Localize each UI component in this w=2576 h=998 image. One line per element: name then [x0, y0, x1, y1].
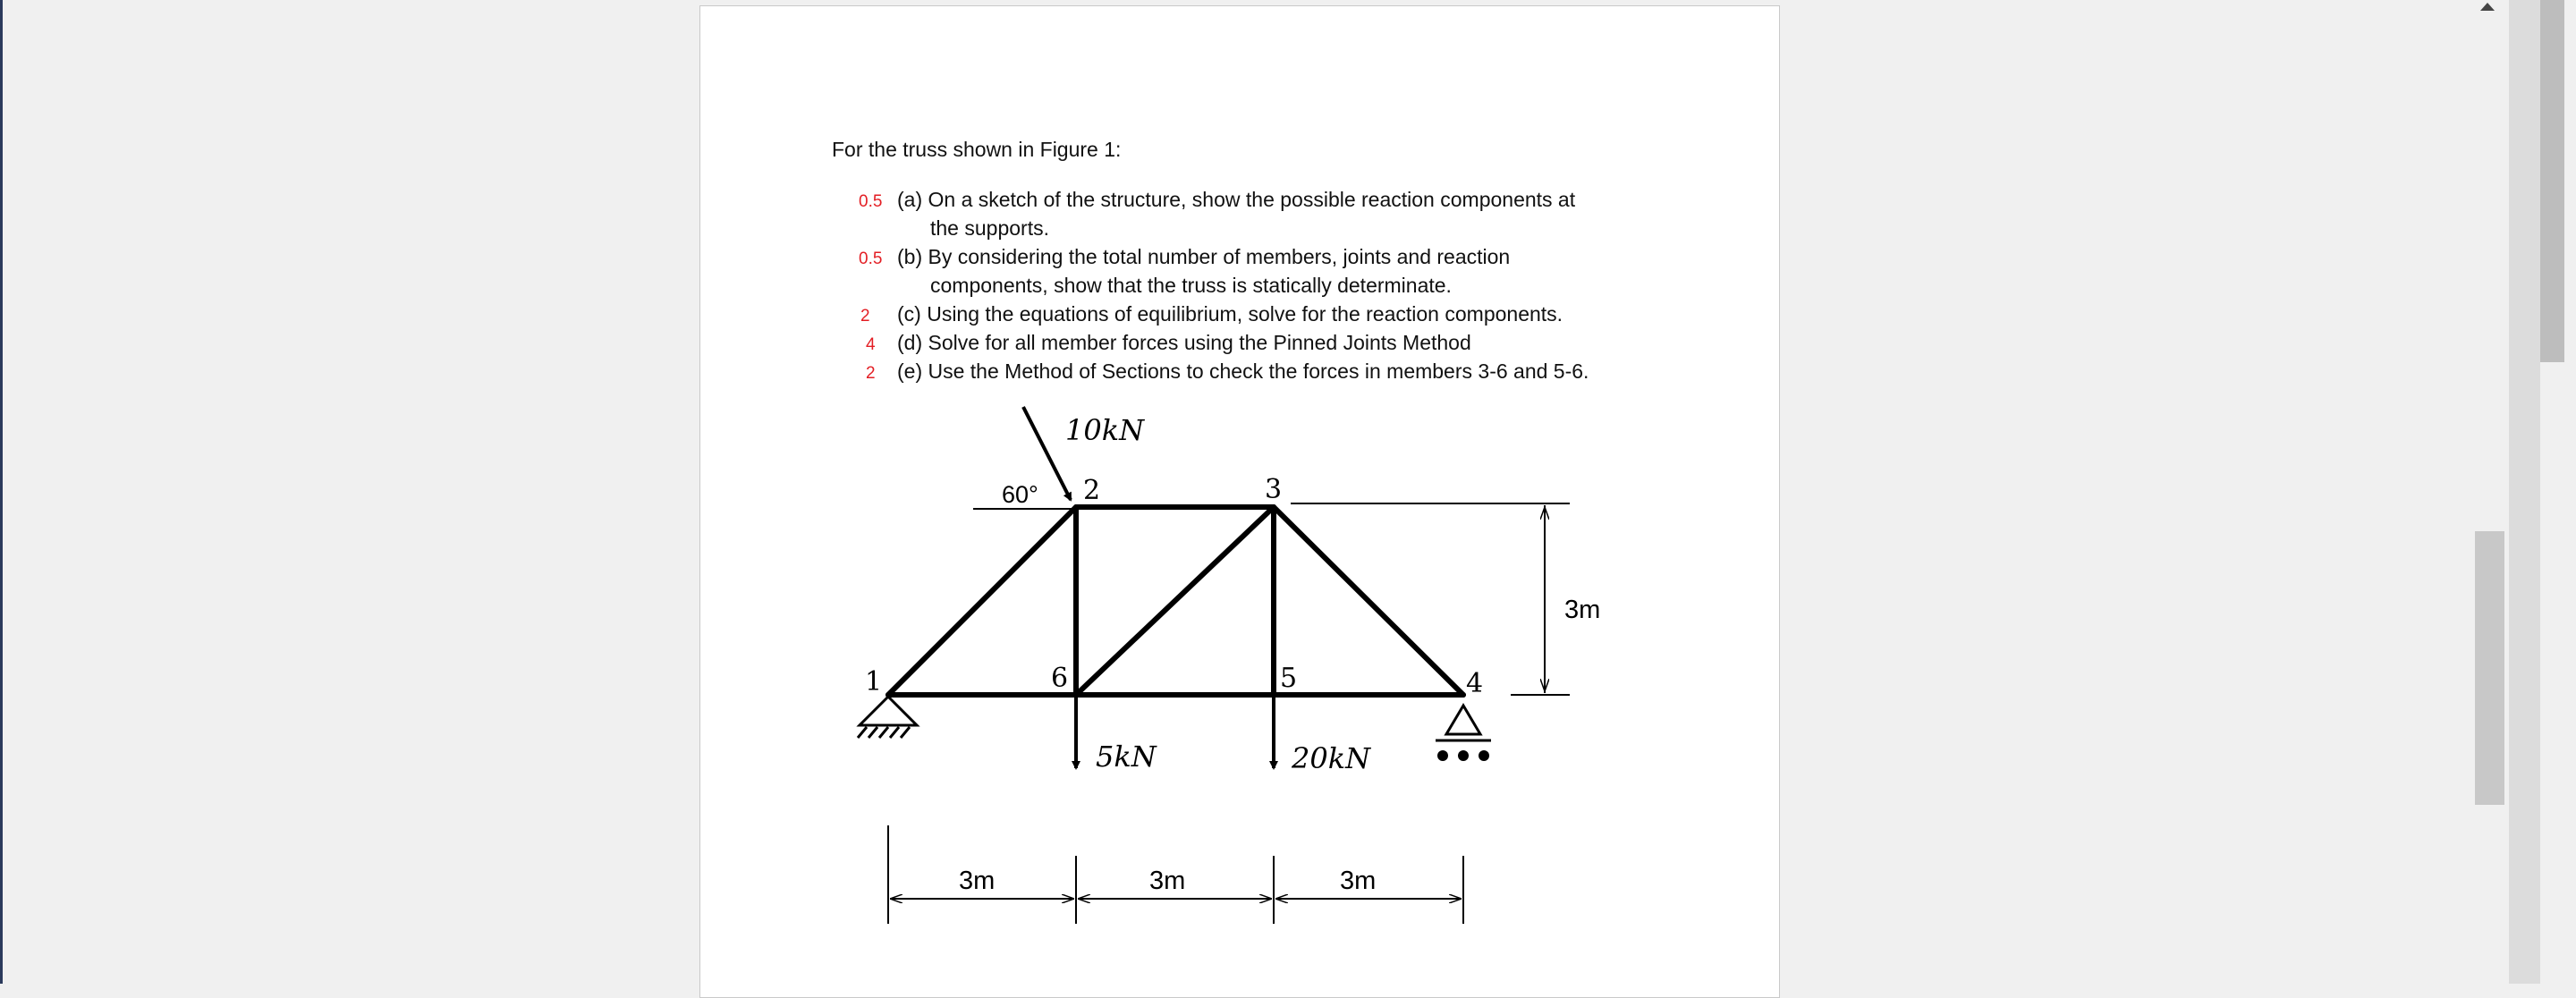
load-label-20kn: 20kN — [1292, 741, 1371, 775]
node-label-5: 5 — [1280, 663, 1298, 694]
document-page — [699, 5, 1780, 998]
pin-support-icon — [858, 697, 917, 738]
scrollbar-track-lower[interactable] — [2540, 362, 2564, 984]
scroll-up-arrow-icon[interactable] — [2480, 3, 2495, 11]
question-a-line2: the supports. — [930, 216, 1049, 240]
height-dim-label: 3m — [1564, 596, 1601, 624]
intro-text: For the truss shown in Figure 1: — [832, 138, 1122, 161]
mark-b: 0.5 — [859, 249, 883, 268]
member-6-3 — [1076, 507, 1274, 695]
scrollbar-track[interactable] — [2509, 0, 2540, 984]
load-label-5kn: 5kN — [1096, 740, 1157, 774]
scrollbar-thumb[interactable] — [2540, 0, 2564, 362]
roller-support-icon — [1436, 706, 1491, 761]
inner-scrollbar-thumb[interactable] — [2475, 531, 2504, 805]
truss-members — [888, 507, 1463, 695]
node-label-1: 1 — [865, 666, 883, 698]
question-e-line1: (e) Use the Method of Sections to check the forces in members 3-6 and 5-6. — [897, 359, 1589, 383]
angle-label: 60° — [1002, 481, 1038, 508]
mark-a: 0.5 — [859, 192, 883, 211]
node-label-4: 4 — [1466, 668, 1484, 699]
mark-d: 4 — [866, 335, 876, 354]
question-b-line1: (b) By considering the total number of members, joints and reaction — [897, 245, 1511, 268]
window-left-edge — [0, 0, 3, 984]
member-3-4 — [1274, 507, 1463, 695]
span-3-label: 3m — [1340, 867, 1377, 895]
question-b-line2: components, show that the truss is statically determinate. — [930, 274, 1452, 297]
node-label-2: 2 — [1083, 475, 1101, 506]
load-label-10kn: 10kN — [1065, 413, 1145, 447]
mark-c: 2 — [860, 307, 870, 326]
question-c-line1: (c) Using the equations of equilibrium, solve for the reaction components. — [897, 302, 1563, 326]
mark-e: 2 — [866, 364, 876, 383]
node-label-3: 3 — [1265, 474, 1283, 505]
node-label-6: 6 — [1051, 663, 1069, 694]
truss-figure — [700, 6, 1781, 990]
question-a-line1: (a) On a sketch of the structure, show the possible reaction components at — [897, 188, 1576, 211]
member-1-2 — [888, 507, 1076, 695]
span-2-label: 3m — [1149, 867, 1186, 895]
span-1-label: 3m — [959, 867, 996, 895]
question-d-line1: (d) Solve for all member forces using the Pinned Joints Method — [897, 331, 1471, 354]
